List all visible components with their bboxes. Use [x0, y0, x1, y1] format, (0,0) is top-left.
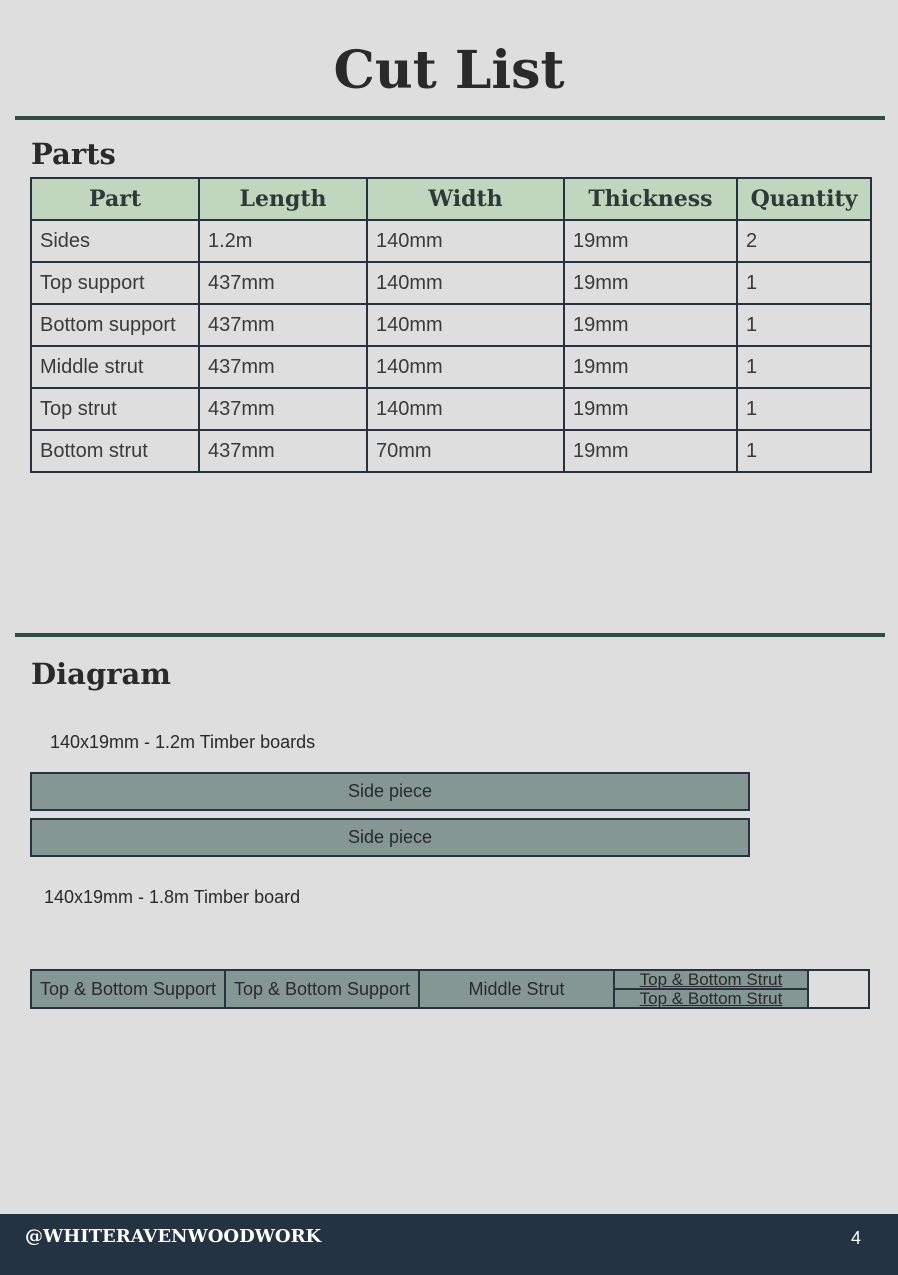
table-row: [31, 220, 871, 262]
cell-quantity: 1: [737, 346, 871, 388]
page-title: Cut List: [333, 40, 565, 101]
cell-quantity: 1: [737, 388, 871, 430]
cell-width: 140mm: [367, 262, 564, 304]
offcut-segment: [809, 971, 868, 1007]
column-header-length: Length: [199, 178, 367, 220]
column-header-quantity: Quantity: [737, 178, 871, 220]
long-board-layout: [30, 969, 870, 1009]
column-header-part: Part: [31, 178, 199, 220]
table-header-row: [31, 178, 871, 220]
cell-thickness: 19mm: [564, 304, 737, 346]
social-handle: @WHITERAVENWOODWORK: [25, 1226, 322, 1247]
cell-thickness: 19mm: [564, 262, 737, 304]
cell-width: 140mm: [367, 388, 564, 430]
side-piece-board: Side piece: [30, 818, 750, 857]
middle-divider: [15, 633, 885, 637]
middle-strut-segment: Middle Strut: [420, 971, 615, 1007]
top-bottom-strut-segment: Top & Bottom Strut: [615, 990, 807, 1007]
board-caption-1-2m: 140x19mm - 1.2m Timber boards: [50, 732, 316, 752]
top-bottom-support-segment: Top & Bottom Support: [32, 971, 226, 1007]
top-divider: [15, 116, 885, 120]
column-header-width: Width: [367, 178, 564, 220]
table-row: [31, 346, 871, 388]
cell-thickness: 19mm: [564, 388, 737, 430]
cell-length: 437mm: [199, 430, 367, 472]
cell-quantity: 1: [737, 304, 871, 346]
cell-quantity: 1: [737, 430, 871, 472]
cell-part: Bottom support: [31, 304, 199, 346]
cell-thickness: 19mm: [564, 220, 737, 262]
cell-part: Top strut: [31, 388, 199, 430]
cell-width: 140mm: [367, 346, 564, 388]
cell-part: Top support: [31, 262, 199, 304]
table-row: [31, 388, 871, 430]
cell-part: Bottom strut: [31, 430, 199, 472]
cell-part: Sides: [31, 220, 199, 262]
column-header-thickness: Thickness: [564, 178, 737, 220]
cell-quantity: 1: [737, 262, 871, 304]
cell-width: 140mm: [367, 304, 564, 346]
side-piece-board: Side piece: [30, 772, 750, 811]
parts-heading: Parts: [31, 137, 116, 171]
cell-part: Middle strut: [31, 346, 199, 388]
parts-table: [30, 177, 872, 473]
table-row: [31, 430, 871, 472]
cell-quantity: 2: [737, 220, 871, 262]
table-row: [31, 304, 871, 346]
table-row: [31, 262, 871, 304]
diagram-heading: Diagram: [31, 657, 171, 691]
cell-width: 70mm: [367, 430, 564, 472]
cell-length: 437mm: [199, 262, 367, 304]
board-caption-1-8m: 140x19mm - 1.8m Timber board: [44, 887, 301, 907]
strut-stack: [615, 971, 809, 1007]
cell-thickness: 19mm: [564, 430, 737, 472]
cell-length: 437mm: [199, 304, 367, 346]
cell-length: 437mm: [199, 388, 367, 430]
page-number: 4: [850, 1228, 861, 1248]
cell-length: 437mm: [199, 346, 367, 388]
cell-width: 140mm: [367, 220, 564, 262]
cell-length: 1.2m: [199, 220, 367, 262]
page-footer: [0, 1214, 898, 1275]
top-bottom-support-segment: Top & Bottom Support: [226, 971, 420, 1007]
top-bottom-strut-segment: Top & Bottom Strut: [615, 971, 807, 990]
cell-thickness: 19mm: [564, 346, 737, 388]
